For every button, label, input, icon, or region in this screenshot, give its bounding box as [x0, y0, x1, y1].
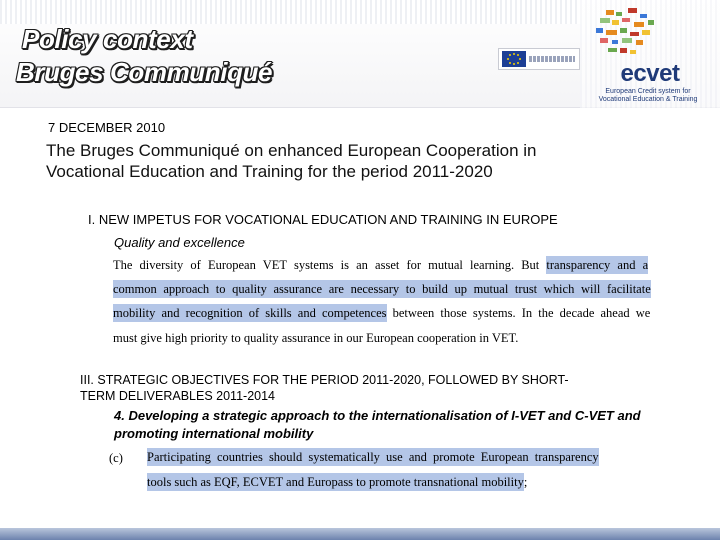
highlighted-text: mobility and recognition of skills and competences — [113, 306, 387, 320]
quality-paragraph-line4: must give high priority to quality assurance in our European cooperation in VET. — [113, 331, 519, 345]
section3-title-line1: III. STRATEGIC OBJECTIVES FOR THE PERIOD 2011-2020, FOLLOWED BY SHORT- — [80, 373, 569, 387]
highlighted-text: Participating countries should systematically use and promote European transparency — [147, 450, 599, 464]
section3-title-line2: TERM DELIVERABLES 2011-2014 — [80, 389, 276, 403]
document-heading — [46, 140, 646, 182]
eu-flag-icon — [502, 51, 526, 67]
eu-badge-caption — [529, 56, 575, 62]
ecvet-caption-line2: Vocational Education & Training — [598, 96, 698, 103]
quality-paragraph-line1 — [113, 258, 648, 273]
footer-band — [0, 528, 720, 540]
document-heading-line2: Vocational Education and Training for the period 2011-2020 — [46, 162, 493, 181]
document-date: 7 DECEMBER 2010 — [48, 120, 166, 135]
mobility-item-line1 — [147, 450, 599, 465]
mobility-item-line2 — [147, 475, 527, 490]
highlighted-text: tools such as EQF, ECVET and Europass to promote transnational mobility — [147, 475, 524, 489]
slide-title-line1: Policy context — [22, 24, 193, 54]
paragraph-text: The diversity of European VET systems is an asset for mutual learning. But — [113, 258, 547, 272]
highlighted-text: common approach to quality assurance are necessary to build up mutual trust which will facilitate — [113, 282, 651, 296]
quality-paragraph-line3 — [113, 306, 650, 321]
ecvet-logo-caption — [590, 88, 706, 104]
section3-subtitle — [114, 407, 704, 443]
slide-title-line2: Bruges Communiqué — [16, 57, 273, 87]
header-pattern — [0, 0, 580, 24]
eu-programme-badge — [498, 48, 580, 70]
quality-paragraph-line2 — [113, 282, 651, 297]
section1-subtitle: Quality and excellence — [114, 235, 245, 250]
paragraph-text: between those systems. In the decade ahead we — [386, 306, 651, 320]
section3-subtitle-line1: 4. Developing a strategic approach to the internationalisation of I-VET and C-VET and — [114, 408, 641, 423]
section3-title — [80, 372, 640, 404]
ecvet-caption-line1: European Credit system for — [605, 88, 691, 95]
section3-subtitle-line2: promoting international mobility — [114, 426, 314, 441]
item-punctuation: ; — [523, 475, 528, 489]
document-heading-line1: The Bruges Communiqué on enhanced European Cooperation in — [46, 141, 537, 160]
section1-title: I. NEW IMPETUS FOR VOCATIONAL EDUCATION AND TRAINING IN EUROPE — [88, 212, 558, 227]
list-item-label: (c) — [109, 451, 123, 465]
highlighted-text: transparency and a — [546, 258, 649, 272]
ecvet-logo-text: ecvet — [620, 60, 680, 87]
